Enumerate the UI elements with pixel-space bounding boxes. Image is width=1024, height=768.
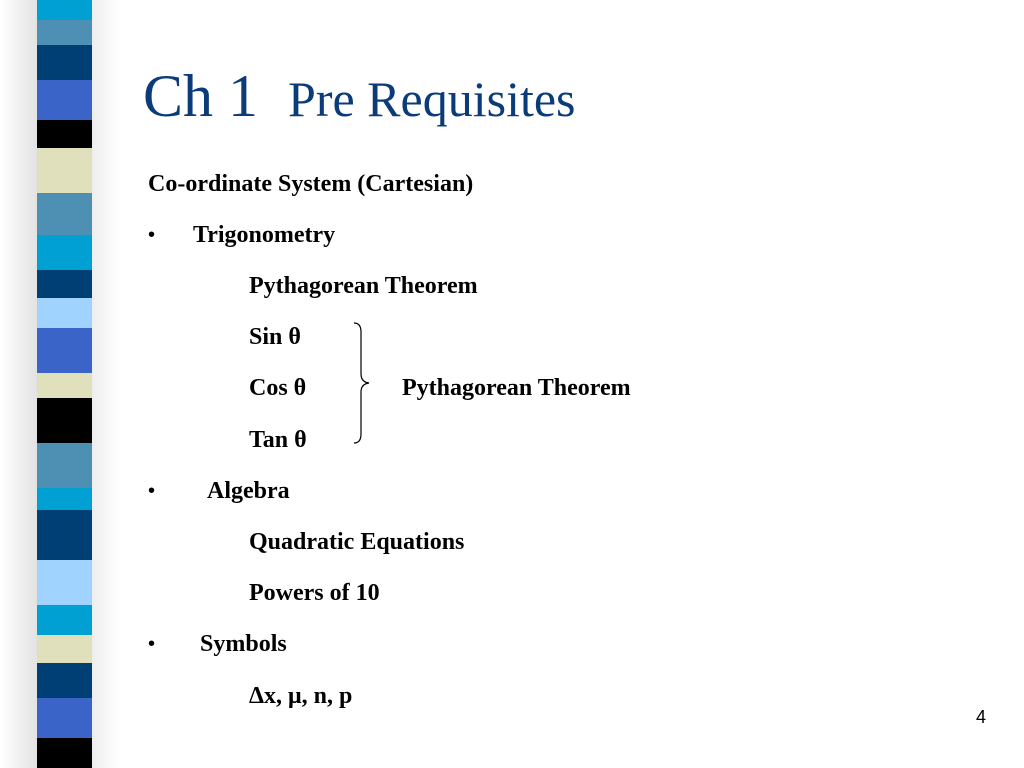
list-item: Pythagorean Theorem (249, 273, 478, 299)
title-prefix: Ch 1 (143, 63, 259, 129)
slide-title (143, 63, 576, 129)
brace-note: Pythagorean Theorem (402, 375, 631, 401)
decorative-ribbon (0, 0, 120, 768)
list-item: Cos θ (249, 375, 307, 401)
title-main: Pre Requisites (288, 71, 576, 127)
page-number: 4 (976, 707, 987, 727)
bullet-icon: • (148, 633, 156, 655)
list-item: Tan θ (249, 427, 307, 453)
section-label-trigonometry: Trigonometry (193, 222, 336, 248)
section-label-symbols: Symbols (200, 631, 287, 657)
bullet-icon: • (148, 480, 156, 502)
section-label-algebra: Algebra (207, 478, 290, 504)
heading-coordinate-system: Co-ordinate System (Cartesian) (148, 171, 474, 197)
list-item: Powers of 10 (249, 580, 380, 606)
list-item: Quadratic Equations (249, 529, 465, 555)
right-brace-icon (352, 322, 374, 444)
list-item: Sin θ (249, 324, 301, 350)
list-item: Δx, μ, n, p (249, 683, 353, 709)
bullet-icon: • (148, 224, 156, 246)
